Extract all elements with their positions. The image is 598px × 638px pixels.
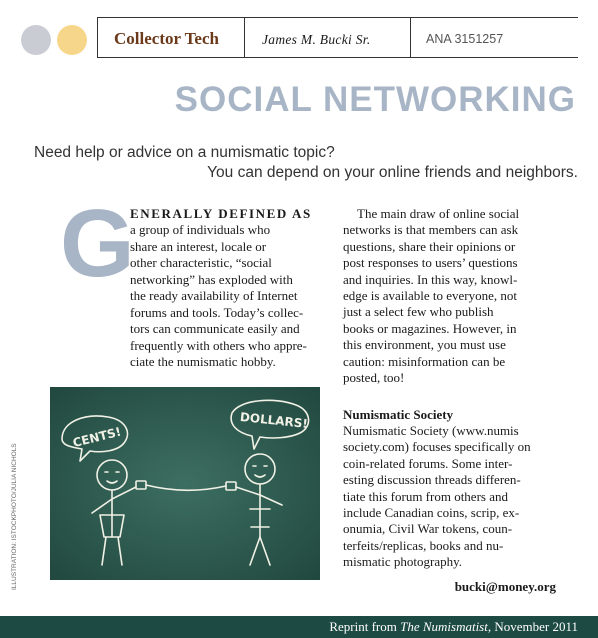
- text-line: mismatic photography.: [343, 554, 463, 570]
- article-column-2: [343, 206, 560, 386]
- article-column-1-bottom: [130, 272, 325, 370]
- lead-in: ENERALLY DEFINED AS: [130, 206, 312, 221]
- text-line: post responses to users’ questions: [343, 255, 518, 271]
- text-line: society.com) focuses specifically on: [343, 439, 531, 455]
- text-line: this environment, you must use: [343, 337, 506, 353]
- page-title: SOCIAL NETWORKING: [174, 80, 576, 119]
- footer-prefix: Reprint from: [329, 619, 397, 634]
- drop-cap: G: [60, 190, 135, 297]
- text-line: terfeits/replicas, books and nu-: [343, 537, 504, 553]
- text-line: a group of individuals who: [130, 222, 271, 238]
- footer-date: , November 2011: [487, 619, 578, 634]
- text-line: books or magazines. However, in: [343, 320, 517, 336]
- text-line: tors can communicate easily and: [130, 321, 300, 337]
- bubble-text-left: CENTS!: [71, 424, 123, 451]
- footer-bar: [0, 616, 598, 638]
- text-line: esting discussion threads differen-: [343, 472, 521, 488]
- text-line: share an interest, locale or: [130, 238, 267, 254]
- decorative-circle-gray: [21, 25, 51, 55]
- chalkboard-drawing: [50, 387, 320, 580]
- publication-name: The Numismatist: [400, 619, 488, 634]
- text-line: tiate this forum from others and: [343, 488, 508, 504]
- text-line: and inquiries. In this way, knowl-: [343, 271, 518, 287]
- text-line: edge is available to everyone, not: [343, 288, 517, 304]
- text-line: forums and tools. Today’s collec-: [130, 304, 304, 320]
- author-name: James M. Bucki Sr.: [262, 32, 371, 47]
- illustration-credit: ILLUSTRATION: ISTOCKPHOTO/JULIA NICHOLS: [11, 443, 18, 590]
- bubble-text-right: DOLLARS!: [239, 409, 309, 431]
- text-line: networks is that members can ask: [343, 222, 519, 238]
- text-line: coin-related forums. Some inter-: [343, 455, 513, 471]
- author-email: bucki@money.org: [454, 579, 556, 594]
- header-rule-bottom: [97, 57, 578, 58]
- header-divider: [97, 17, 98, 57]
- text-line: The main draw of online social: [357, 206, 520, 221]
- text-line: posted, too!: [343, 370, 405, 386]
- ana-number: ANA 3151257: [426, 32, 504, 46]
- subtitle-line-2: You can depend on your online friends and neighbors.: [207, 164, 578, 181]
- text-line: questions, share their opinions or: [343, 238, 516, 254]
- text-line: ciate the numismatic hobby.: [130, 354, 276, 370]
- header-divider: [244, 17, 245, 57]
- footer-text: [329, 619, 578, 635]
- column-name: Collector Tech: [114, 29, 219, 48]
- decorative-circle-yellow: [57, 25, 87, 55]
- article-column-1-top: [130, 206, 325, 272]
- text-line: frequently with others who appre-: [130, 337, 307, 353]
- chalkboard-illustration: [50, 387, 320, 580]
- subtitle-line-1: Need help or advice on a numismatic topic?: [34, 144, 335, 161]
- header-rule-top: [97, 17, 578, 18]
- text-line: caution: misinformation can be: [343, 353, 506, 369]
- text-line: just a select few who publish: [343, 304, 494, 320]
- text-line: other characteristic, “social: [130, 255, 272, 271]
- header-divider: [410, 17, 411, 57]
- article-column-3: [343, 423, 560, 571]
- text-line: onumia, Civil War tokens, coun-: [343, 521, 513, 537]
- section-heading: Numismatic Society: [343, 407, 454, 422]
- text-line: include Canadian coins, scrip, ex-: [343, 505, 520, 521]
- text-line: Numismatic Society (www.numis: [343, 423, 519, 438]
- text-line: the ready availability of Internet: [130, 288, 298, 304]
- text-line: networking” has exploded with: [130, 272, 293, 287]
